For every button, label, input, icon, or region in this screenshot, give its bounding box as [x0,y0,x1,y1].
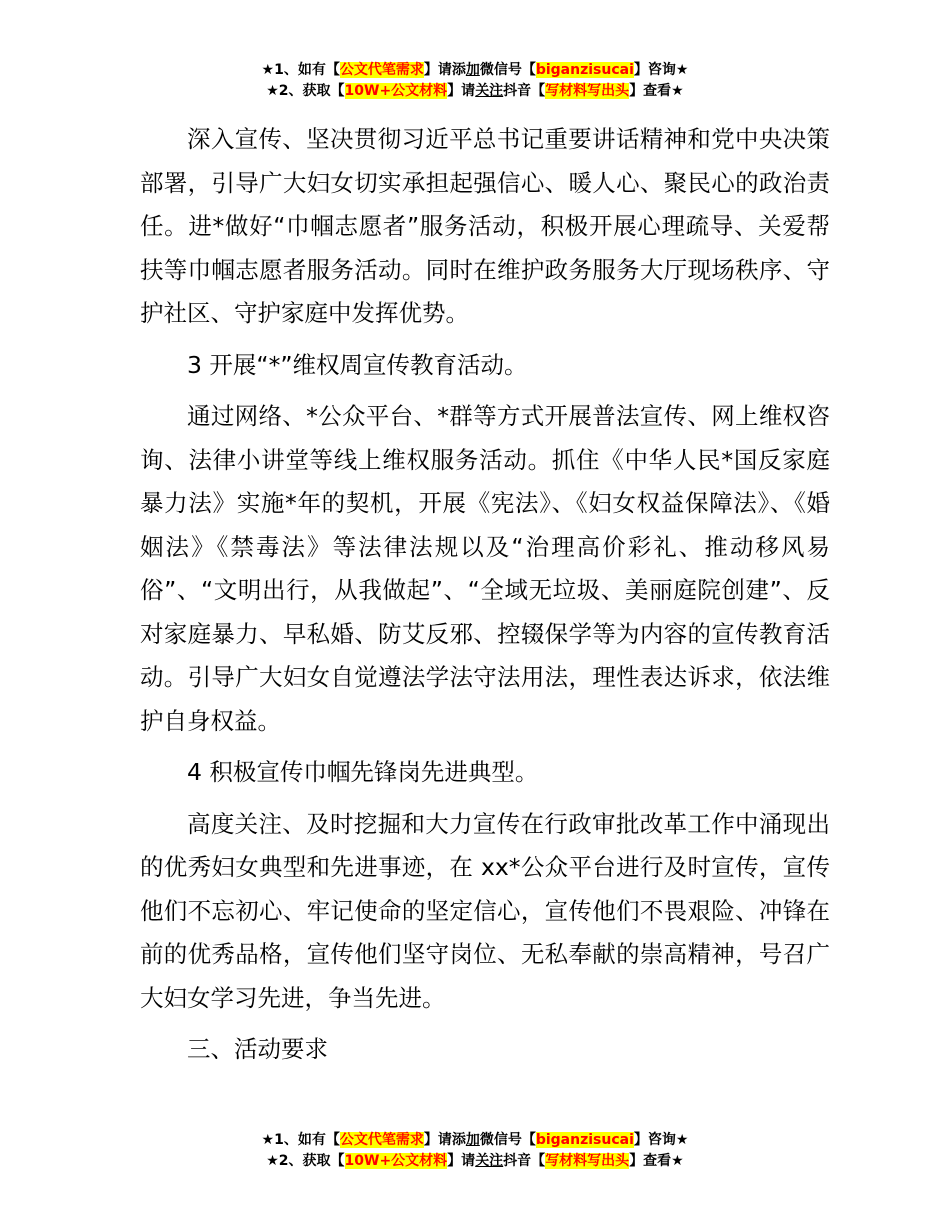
banner-text: 】请添 [423,62,466,78]
banner-text: 】请 [447,83,476,99]
douyin-id-label: 写材料写出头 [545,1153,630,1169]
banner-line-1 [0,60,950,81]
banner-text: 加 [465,1132,480,1148]
banner-text: 加 [465,62,480,78]
banner-line-1 [0,1130,950,1151]
banner-line-2 [0,1151,950,1172]
header-banner [0,60,950,102]
banner-text: ★1、如有【 [261,62,340,78]
banner-text: 微信号【 [479,1132,536,1148]
paragraph: 高度关注、及时挖掘和大力宣传在行政审批改革工作中涌现出的优秀妇女典型和先进事迹，在 xx*公众平台进行及时宣传，宣传他们不忘初心、牢记使命的坚定信心，宣传他们不畏艰险、冲锋在前的优秀品格，宣传他们坚守岗位、无私奉献的崇高精神，号召广大妇女学习先进，争当先进。 [140,809,830,1012]
section-heading: 4 积极宣传巾帼先锋岗先进典型。 [187,758,539,786]
highlight-label: 10W+公文材料 [344,1153,448,1169]
footer-banner [0,1130,950,1172]
banner-text: ★2、获取【 [266,83,345,99]
section-heading: 3 开展“*”维权周宣传教育活动。 [187,350,528,379]
paragraph: 通过网络、*公众平台、*群等方式开展普法宣传、网上维权咨询、法律小讲堂等线上维权服务活动。抓住《中华人民*国反家庭暴力法》实施*年的契机，开展《宪法》、《妇女权益保障法》、《婚姻法》《禁毒法》等法律法规以及“治理高价彩礼、推动移风易俗”、“文明出行，从我做起”、“全域无垃圾、美丽庭院创建”、反对家庭暴力、早私婚、防艾反邪、控辍保学等为内容的宣传教育活动。引导广大妇女自觉遵法学法守法用法，理性表达诉求，依法维护自身权益。 [140,402,830,735]
document-body [140,118,830,1072]
banner-text: 抖音【 [503,1153,546,1169]
highlight-label: 公文代笔需求 [339,1132,424,1148]
banner-text: 关注 [475,83,504,99]
wechat-id-label: biganzisucai [535,1132,634,1148]
highlight-label: 10W+公文材料 [344,83,448,99]
banner-text: 】请 [447,1153,476,1169]
banner-text: 】查看★ [629,83,684,99]
section-heading: 三、活动要求 [187,1035,328,1063]
paragraph: 深入宣传、坚决贯彻习近平总书记重要讲话精神和党中央决策部署，引导广大妇女切实承担起强信心、暖人心、聚民心的政治责任。进*做好“巾帼志愿者”服务活动，积极开展心理疏导、关爱帮扶等巾帼志愿者服务活动。同时在维护政务服务大厅现场秩序、守护社区、守护家庭中发挥优势。 [140,125,830,327]
banner-text: 】请添 [423,1132,466,1148]
banner-text: 抖音【 [503,83,546,99]
banner-text: 】咨询★ [633,62,689,78]
wechat-id-label: biganzisucai [535,62,634,78]
highlight-label: 公文代笔需求 [339,62,424,78]
banner-text: ★2、获取【 [266,1153,345,1169]
banner-text: 】咨询★ [633,1132,689,1148]
banner-text: ★1、如有【 [261,1132,340,1148]
banner-text: 关注 [475,1153,504,1169]
banner-text: 】查看★ [629,1153,684,1169]
banner-line-2 [0,81,950,102]
douyin-id-label: 写材料写出头 [545,83,630,99]
banner-text: 微信号【 [479,62,536,78]
